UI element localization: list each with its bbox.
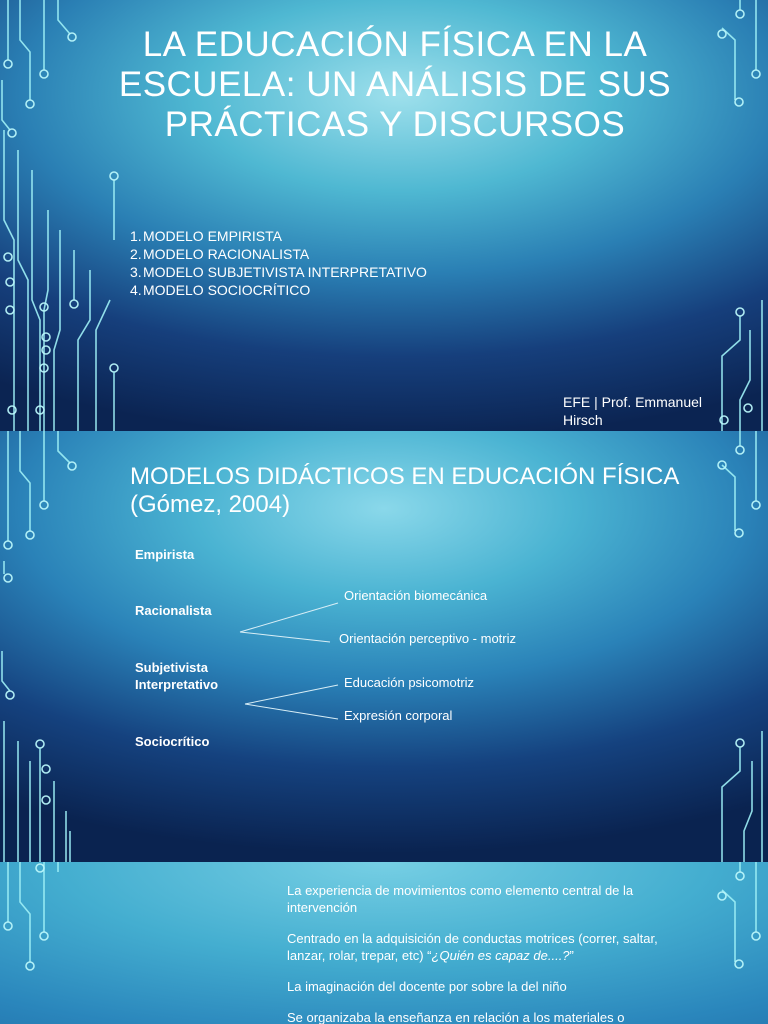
bullet-text: La experiencia de movimientos como elemento central de la intervención: [287, 883, 634, 915]
slide-1: [0, 0, 768, 431]
bullet-text: La imaginación del docente por sobre la del niño: [287, 979, 567, 994]
list-item: 3.MODELO SUBJETIVISTA INTERPRETATIVO: [130, 264, 427, 280]
educacion-psicomotriz: Educación psicomotriz: [344, 675, 475, 690]
model-interpretativo: Interpretativo: [135, 677, 219, 692]
slide-title: MODELOS DIDÁCTICOS EN EDUCACIÓN FÍSICA (Gómez, 2004): [130, 463, 679, 518]
bullet-text: Se organizaba la enseñanza en relación a los materiales o: [287, 1010, 625, 1024]
slide-3: [0, 862, 768, 1024]
orientacion-biomecanica: Orientación biomecánica: [344, 588, 488, 603]
list-item: 4.MODELO SOCIOCRÍTICO: [130, 282, 311, 298]
list-item: 2.MODELO RACIONALISTA: [130, 246, 310, 262]
model-racionalista: Racionalista: [135, 603, 212, 618]
bullet-text: Centrado en la adquisición de conductas motrices (correr, saltar, lanzar, rolar, trepar, etc) “¿Quién es capaz de....?”: [287, 931, 658, 963]
expresion-corporal: Expresión corporal: [344, 708, 453, 723]
slide-body: [287, 882, 667, 1024]
slide-2: [0, 431, 768, 862]
orientacion-perceptivo-motriz: Orientación perceptivo - motriz: [339, 631, 517, 646]
model-empirista: Empirista: [135, 547, 195, 562]
model-subjetivista: Subjetivista: [135, 660, 208, 675]
slide-footer: EFE | Prof. Emmanuel Hirsch: [563, 394, 703, 428]
model-sociocritico: Sociocrítico: [135, 734, 210, 749]
model-list: [130, 227, 427, 299]
list-item: 1.MODELO EMPIRISTA: [130, 228, 282, 244]
presentation-title: LA EDUCACIÓN FÍSICA EN LA ESCUELA: UN ANÁLISIS DE SUS PRÁCTICAS Y DISCURSOS: [118, 25, 672, 144]
